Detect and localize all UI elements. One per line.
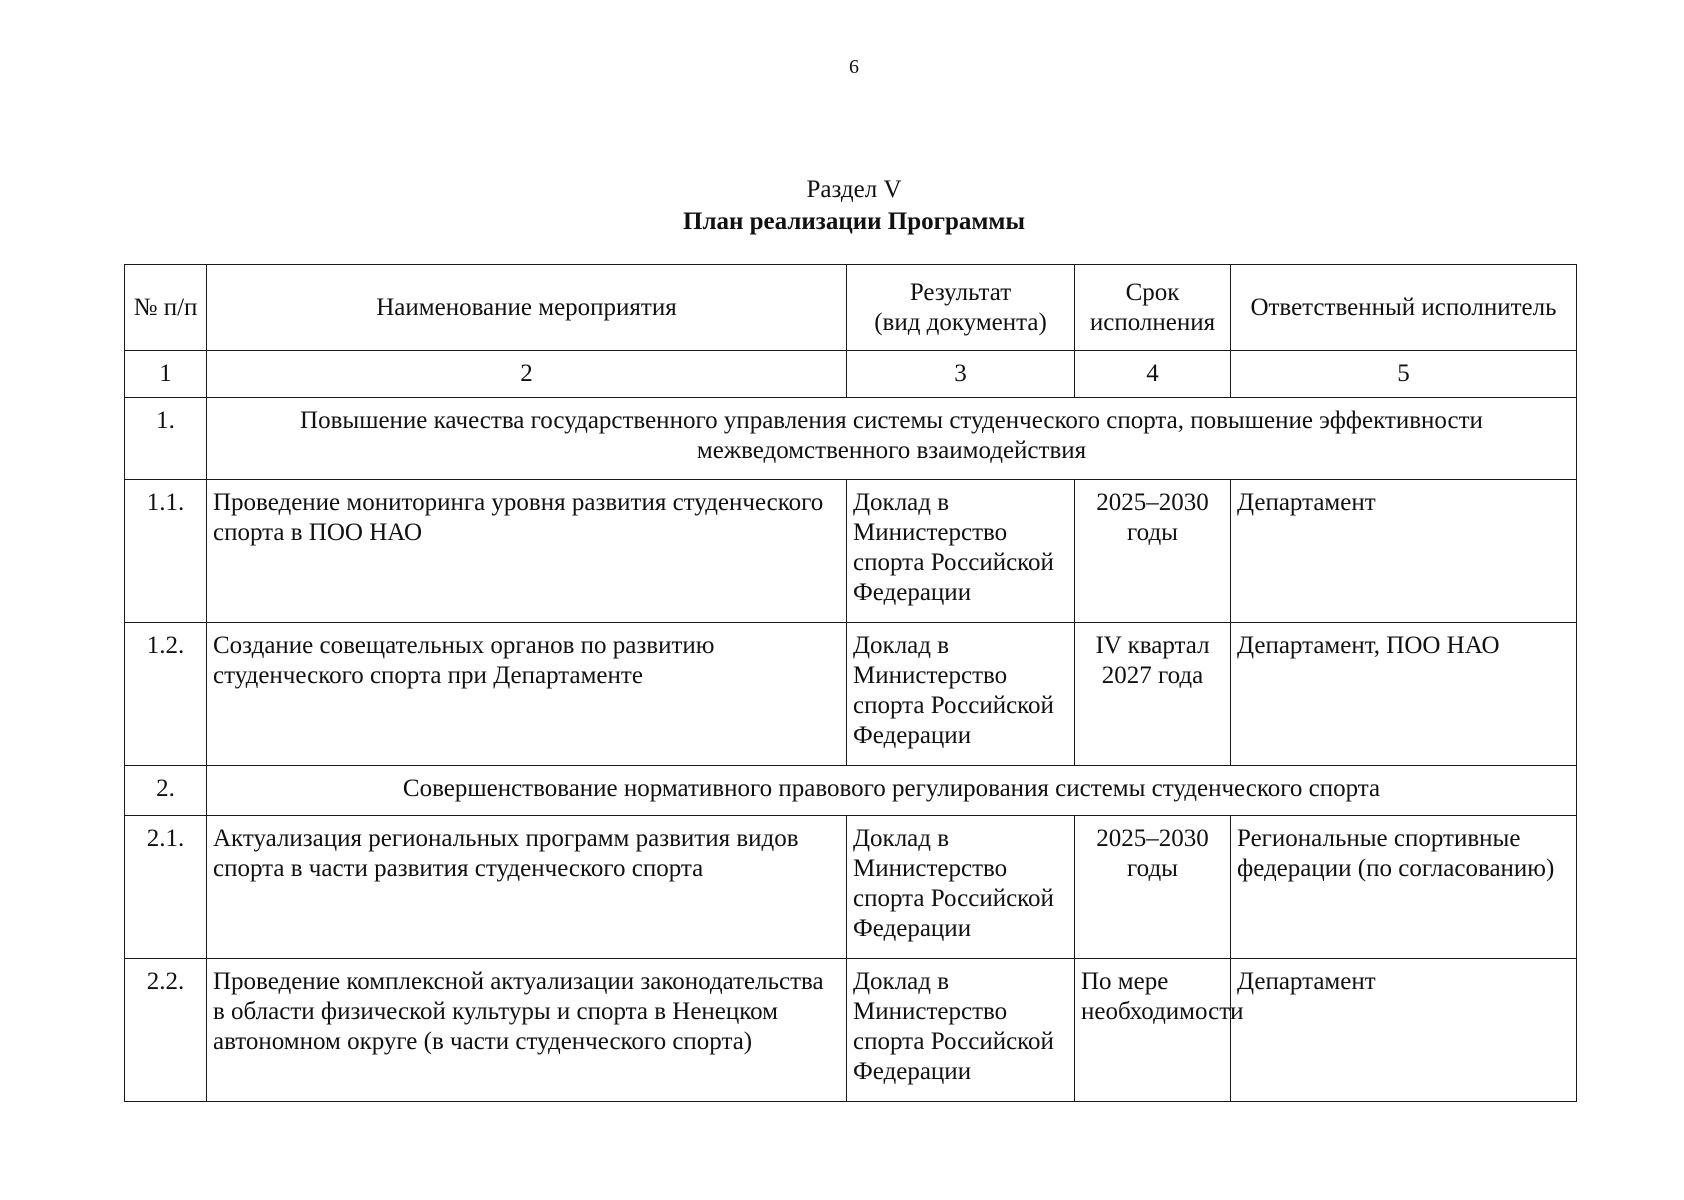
section-number: 2. [125, 766, 207, 816]
item-number: 2.2. [125, 959, 207, 1102]
table-row [125, 623, 1577, 766]
section-row-title: Повышение качества государственного управления системы студенческого спорта, повышение эффективности межведомственного взаимодействия [207, 398, 1577, 480]
header-term [1075, 265, 1231, 351]
column-number: 1 [125, 351, 207, 398]
page-number: 6 [849, 56, 859, 78]
table-row [125, 959, 1577, 1102]
item-result: Доклад в Министерство спорта Российской Федерации [847, 623, 1075, 766]
item-name: Создание совещательных органов по развитию студенческого спорта при Департаменте [207, 623, 847, 766]
item-term: 2025–2030 годы [1075, 816, 1231, 959]
header-term-line1: Срок [1125, 278, 1180, 306]
header-result-line1: Результат [909, 278, 1012, 306]
item-result: Доклад в Министерство спорта Российской Федерации [847, 959, 1075, 1102]
item-number: 1.2. [125, 623, 207, 766]
section-row-title: Совершенствование нормативного правового регулирования системы студенческого спорта [207, 766, 1577, 816]
item-term: 2025–2030 годы [1075, 480, 1231, 623]
item-result: Доклад в Министерство спорта Российской Федерации [847, 816, 1075, 959]
item-executor: Департамент [1231, 480, 1577, 623]
item-name: Проведение мониторинга уровня развития студенческого спорта в ПОО НАО [207, 480, 847, 623]
item-number: 2.1. [125, 816, 207, 959]
table-row [125, 480, 1577, 623]
item-name: Актуализация региональных программ развития видов спорта в части развития студенческого спорта [207, 816, 847, 959]
header-row [125, 265, 1577, 351]
header-result [847, 265, 1075, 351]
item-term: IV квартал 2027 года [1075, 623, 1231, 766]
section-row [125, 398, 1577, 480]
column-number: 5 [1231, 351, 1577, 398]
column-number: 2 [207, 351, 847, 398]
section-title: План реализации Программы [683, 208, 1025, 235]
section-row [125, 766, 1577, 816]
header-name: Наименование мероприятия [207, 265, 847, 351]
header-num: № п/п [125, 265, 207, 351]
item-executor: Региональные спортивные федерации (по согласованию) [1231, 816, 1577, 959]
header-result-line2: (вид документа) [874, 308, 1047, 336]
header-term-line2: исполнения [1089, 308, 1216, 336]
table-row [125, 816, 1577, 959]
item-name: Проведение комплексной актуализации законодательства в области физической культуры и спорта в Ненецком автономном округе (в части студенческого спорта) [207, 959, 847, 1102]
header-executor: Ответственный исполнитель [1231, 265, 1577, 351]
item-executor: Департамент [1231, 959, 1577, 1102]
column-number-row [125, 351, 1577, 398]
item-term: По мере необходимости [1075, 959, 1231, 1102]
section-label: Раздел V [806, 176, 902, 203]
item-result: Доклад в Министерство спорта Российской Федерации [847, 480, 1075, 623]
item-executor: Департамент, ПОО НАО [1231, 623, 1577, 766]
column-number: 4 [1075, 351, 1231, 398]
item-number: 1.1. [125, 480, 207, 623]
section-heading [0, 174, 1684, 238]
column-number: 3 [847, 351, 1075, 398]
implementation-plan-table [124, 264, 1577, 1102]
section-number: 1. [125, 398, 207, 480]
